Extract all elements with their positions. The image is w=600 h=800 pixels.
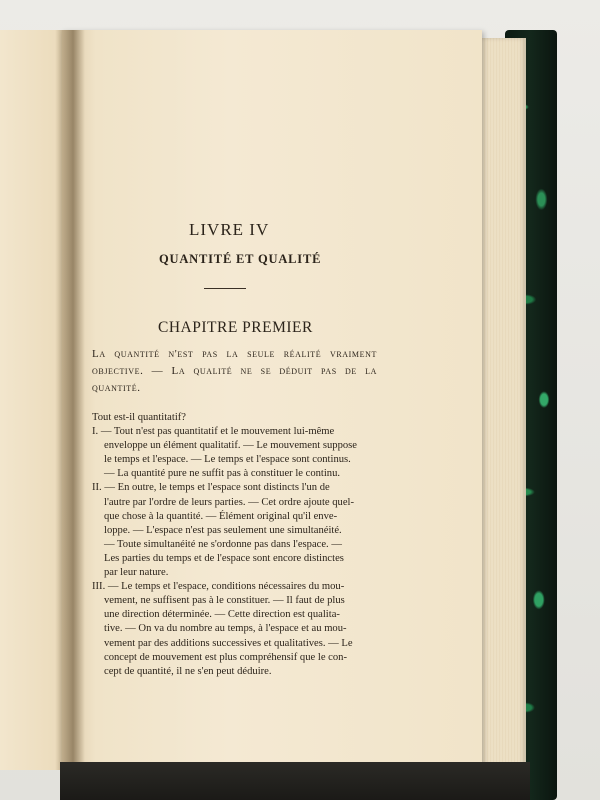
- book-title: LIVRE IV: [189, 220, 270, 239]
- contents-line: Tout est-il quantitatif?: [92, 412, 186, 423]
- contents-line: loppe. — L'espace n'est pas seulement une simultanéité.: [104, 524, 342, 536]
- bottom-shadow: [60, 762, 530, 800]
- page-edges: [480, 38, 526, 788]
- contents-line: Les parties du temps et de l'espace sont encore distinctes: [104, 552, 344, 564]
- contents-line: concept de mouvement est plus compréhensif que le con-: [104, 651, 347, 663]
- contents-line: que chose à la quantité. — Élément original qu'il enve-: [104, 510, 338, 522]
- divider-rule: [204, 288, 246, 289]
- chapter-summary: La quantité n'est pas la seule réalité vraiment objective. — La qualité ne se déduit pas de la quantité.: [92, 348, 377, 394]
- contents-line: tive. — On va du nombre au temps, à l'espace et au mou-: [104, 623, 347, 635]
- contents-line: par leur nature.: [104, 567, 169, 579]
- contents-line: une direction déterminée. — Cette direction est qualita-: [104, 609, 340, 621]
- contents-line: vement par des additions successives et qualitatives. — Le: [104, 637, 353, 649]
- contents-line: II. — En outre, le temps et l'espace sont distincts l'un de: [92, 482, 330, 494]
- contents-line: I. — Tout n'est pas quantitatif et le mouvement lui-même: [92, 426, 335, 438]
- book-subtitle: QUANTITÉ ET QUALITÉ: [159, 252, 322, 266]
- book-gutter: [55, 30, 85, 770]
- chapter-heading: CHAPITRE PREMIER: [158, 319, 313, 336]
- contents-line: III. — Le temps et l'espace, conditions nécessaires du mou-: [92, 581, 345, 593]
- contents-line: — Toute simultanéité ne s'ordonne pas dans l'espace. —: [104, 538, 342, 550]
- contents-line: vement, ne suffisent pas à le constituer. — Il faut de plus: [104, 595, 345, 607]
- contents-line: le temps et l'espace. — Le temps et l'espace sont continus.: [104, 454, 351, 466]
- chapter-contents: [92, 411, 375, 679]
- contents-line: l'autre par l'ordre de leurs parties. — Cet ordre ajoute quel-: [104, 496, 355, 508]
- contents-line: cept de quantité, il ne s'en peut déduire.: [104, 665, 272, 677]
- contents-line: — La quantité pure ne suffit pas à constituer le continu.: [104, 468, 341, 480]
- contents-line: enveloppe un élément qualitatif. — Le mouvement suppose: [104, 440, 358, 452]
